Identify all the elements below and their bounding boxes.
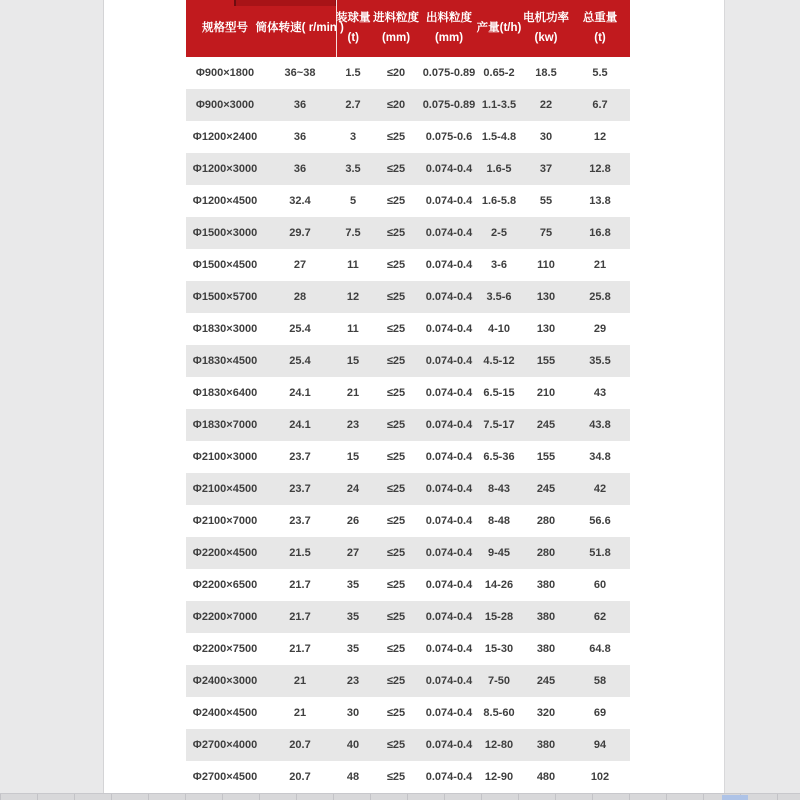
table-row — [186, 345, 630, 377]
table-cell: ≤25 — [386, 611, 406, 623]
table-cell: 0.074-0.4 — [425, 195, 473, 207]
table-cell: 320 — [536, 707, 556, 719]
table-cell: 26 — [346, 515, 360, 527]
table-cell: Φ1200×3000 — [192, 163, 258, 175]
table-cell: 20.7 — [289, 739, 311, 751]
table-cell: 25.4 — [289, 355, 311, 367]
table-cell: 18.5 — [535, 67, 557, 79]
table-body — [186, 57, 630, 793]
table-cell: 6.5-36 — [483, 451, 515, 463]
table-cell: 16.8 — [589, 227, 611, 239]
table-cell: 22 — [539, 99, 553, 111]
table-cell: 0.074-0.4 — [425, 547, 473, 559]
table-row — [186, 121, 630, 153]
table-cell: 35 — [346, 611, 360, 623]
table-cell: 15 — [346, 451, 360, 463]
table-cell: 35 — [346, 579, 360, 591]
table-cell: 130 — [536, 291, 556, 303]
table-cell: Φ2200×7500 — [192, 643, 258, 655]
table-row — [186, 185, 630, 217]
table-cell: ≤25 — [386, 771, 406, 783]
table-cell: Φ2200×4500 — [192, 547, 258, 559]
table-cell: ≤25 — [386, 739, 406, 751]
table-row — [186, 57, 630, 89]
table-cell: 0.074-0.4 — [425, 163, 473, 175]
bottom-grid-strip — [0, 793, 800, 800]
table-row — [186, 569, 630, 601]
table-cell: 0.074-0.4 — [425, 259, 473, 271]
table-cell: ≤25 — [386, 195, 406, 207]
table-cell: 21.7 — [289, 611, 311, 623]
table-cell: Φ1200×2400 — [192, 131, 258, 143]
table-cell: Φ2100×4500 — [192, 483, 258, 495]
table-cell: 94 — [593, 739, 607, 751]
table-cell: 5 — [349, 195, 357, 207]
table-cell: 4-10 — [487, 323, 511, 335]
table-cell: 8-48 — [487, 515, 511, 527]
table-row — [186, 409, 630, 441]
table-cell: Φ2100×3000 — [192, 451, 258, 463]
table-cell: 380 — [536, 611, 556, 623]
table-cell: 21 — [293, 707, 307, 719]
table-row — [186, 729, 630, 761]
table-cell: Φ2200×6500 — [192, 579, 258, 591]
table-cell: 3.5 — [345, 163, 361, 175]
table-cell: 36 — [293, 131, 307, 143]
table-cell: 7-50 — [487, 675, 511, 687]
table-cell: 15-30 — [484, 643, 514, 655]
table-row — [186, 377, 630, 409]
table-cell: ≤20 — [386, 67, 406, 79]
table-row — [186, 281, 630, 313]
table-cell: 0.074-0.4 — [425, 355, 473, 367]
table-cell: 9-45 — [487, 547, 511, 559]
table-row — [186, 313, 630, 345]
table-cell: 0.074-0.4 — [425, 451, 473, 463]
table-cell: 0.074-0.4 — [425, 579, 473, 591]
table-cell: 6.7 — [592, 99, 608, 111]
table-cell: 64.8 — [589, 643, 611, 655]
column-header — [522, 0, 570, 57]
table-cell: 0.074-0.4 — [425, 611, 473, 623]
table-cell: 155 — [536, 451, 556, 463]
table-cell: 7.5-17 — [483, 419, 515, 431]
table-cell: 0.65-2 — [483, 67, 515, 79]
table-cell: Φ1500×4500 — [192, 259, 258, 271]
table-row — [186, 537, 630, 569]
spec-table — [186, 0, 630, 793]
table-cell: 35 — [346, 643, 360, 655]
table-cell: 245 — [536, 419, 556, 431]
table-cell: 36 — [293, 99, 307, 111]
table-cell: ≤25 — [386, 163, 406, 175]
table-cell: 25.8 — [589, 291, 611, 303]
table-cell: 23.7 — [289, 515, 311, 527]
table-cell: 21.7 — [289, 643, 311, 655]
table-cell: ≤25 — [386, 227, 406, 239]
table-cell: 0.074-0.4 — [425, 227, 473, 239]
table-cell: 30 — [539, 131, 553, 143]
table-cell: Φ1200×4500 — [192, 195, 258, 207]
table-cell: 28 — [293, 291, 307, 303]
table-cell: Φ2700×4500 — [192, 771, 258, 783]
table-cell: 2-5 — [491, 227, 507, 239]
table-cell: 29 — [593, 323, 607, 335]
table-cell: 5.5 — [592, 67, 608, 79]
table-cell: 30 — [346, 707, 360, 719]
table-cell: 0.075-0.6 — [425, 131, 473, 143]
table-cell: ≤25 — [386, 707, 406, 719]
table-cell: 1.5 — [345, 67, 361, 79]
table-cell: 3-6 — [491, 259, 507, 271]
table-cell: ≤25 — [386, 483, 406, 495]
spec-table-container — [186, 0, 630, 793]
table-cell: 0.075-0.89 — [422, 99, 476, 111]
table-row — [186, 697, 630, 729]
table-cell: Φ1500×3000 — [192, 227, 258, 239]
table-cell: 15 — [346, 355, 360, 367]
table-cell: 0.074-0.4 — [425, 483, 473, 495]
table-cell: 35.5 — [589, 355, 611, 367]
table-cell: 12 — [346, 291, 360, 303]
table-row — [186, 633, 630, 665]
column-header-label: 筒体转速( r/min ) — [255, 21, 344, 34]
table-cell: 0.074-0.4 — [425, 291, 473, 303]
table-cell: ≤25 — [386, 419, 406, 431]
table-cell: 8.5-60 — [483, 707, 515, 719]
table-cell: 8-43 — [487, 483, 511, 495]
table-cell: 0.074-0.4 — [425, 387, 473, 399]
column-header-label: 总重量 — [582, 11, 618, 24]
table-header-row — [186, 0, 630, 57]
table-cell: 48 — [346, 771, 360, 783]
table-cell: ≤20 — [386, 99, 406, 111]
column-header-label: 出料粒度 — [426, 11, 472, 24]
table-cell: 60 — [593, 579, 607, 591]
table-cell: Φ900×3000 — [195, 99, 255, 111]
table-cell: Φ1500×5700 — [192, 291, 258, 303]
column-header-label: 规格型号 — [202, 21, 248, 34]
column-header — [370, 0, 422, 57]
table-cell: 24.1 — [289, 387, 311, 399]
table-cell: 7.5 — [345, 227, 361, 239]
column-header-label: 装球量 — [336, 11, 371, 24]
table-cell: 27 — [293, 259, 307, 271]
table-cell: 380 — [536, 739, 556, 751]
column-header — [422, 0, 476, 57]
table-row — [186, 249, 630, 281]
table-cell: 130 — [536, 323, 556, 335]
table-cell: 380 — [536, 579, 556, 591]
table-cell: 23 — [346, 675, 360, 687]
table-cell: 36 — [293, 163, 307, 175]
table-cell: 15-28 — [484, 611, 514, 623]
table-cell: 29.7 — [289, 227, 311, 239]
table-cell: Φ2100×7000 — [192, 515, 258, 527]
table-cell: 42 — [593, 483, 607, 495]
table-cell: Φ2400×4500 — [192, 707, 258, 719]
table-cell: 0.074-0.4 — [425, 643, 473, 655]
table-cell: 56.6 — [589, 515, 611, 527]
table-row — [186, 89, 630, 121]
table-cell: 380 — [536, 643, 556, 655]
table-row — [186, 153, 630, 185]
table-cell: Φ1830×7000 — [192, 419, 258, 431]
table-cell: 21 — [346, 387, 360, 399]
table-cell: 21 — [293, 675, 307, 687]
table-cell: 2.7 — [345, 99, 361, 111]
table-cell: ≤25 — [386, 131, 406, 143]
table-cell: 0.074-0.4 — [425, 707, 473, 719]
table-cell: 23 — [346, 419, 360, 431]
table-cell: 43.8 — [589, 419, 611, 431]
column-header-unit: (mm) — [434, 32, 464, 44]
table-row — [186, 761, 630, 793]
table-row — [186, 505, 630, 537]
table-cell: 3.5-6 — [486, 291, 512, 303]
table-row — [186, 217, 630, 249]
table-cell: 12-90 — [484, 771, 514, 783]
table-cell: ≤25 — [386, 643, 406, 655]
table-row — [186, 473, 630, 505]
table-cell: ≤25 — [386, 515, 406, 527]
table-cell: 245 — [536, 675, 556, 687]
column-header-unit: (kw) — [534, 32, 558, 44]
table-cell: 24 — [346, 483, 360, 495]
table-cell: 21.7 — [289, 579, 311, 591]
table-cell: 12.8 — [589, 163, 611, 175]
table-cell: 0.074-0.4 — [425, 515, 473, 527]
table-cell: 4.5-12 — [483, 355, 515, 367]
table-cell: 280 — [536, 515, 556, 527]
column-header-unit: (t) — [594, 32, 606, 44]
table-cell: Φ1830×4500 — [192, 355, 258, 367]
table-cell: 0.074-0.4 — [425, 739, 473, 751]
column-header-unit: (t) — [347, 32, 359, 44]
column-header-label: 进料粒度 — [373, 11, 419, 24]
table-cell: ≤25 — [386, 675, 406, 687]
table-row — [186, 601, 630, 633]
table-cell: 32.4 — [289, 195, 311, 207]
table-cell: 3 — [349, 131, 357, 143]
column-header-label: 产量(t/h) — [476, 21, 522, 34]
column-header-unit: (mm) — [381, 32, 411, 44]
table-header — [186, 0, 630, 57]
table-cell: ≤25 — [386, 355, 406, 367]
table-cell: Φ1830×3000 — [192, 323, 258, 335]
table-cell: 110 — [537, 259, 555, 271]
table-cell: 58 — [593, 675, 607, 687]
table-cell: 0.074-0.4 — [425, 675, 473, 687]
column-header — [255, 0, 344, 57]
table-cell: Φ2200×7000 — [192, 611, 258, 623]
table-cell: ≤25 — [386, 547, 406, 559]
table-cell: 40 — [346, 739, 360, 751]
table-cell: 12 — [593, 131, 607, 143]
table-cell: 21.5 — [289, 547, 311, 559]
table-cell: ≤25 — [386, 579, 406, 591]
table-cell: ≤25 — [386, 291, 406, 303]
table-cell: 25.4 — [289, 323, 311, 335]
table-cell: 1.5-4.8 — [481, 131, 517, 143]
table-cell: ≤25 — [386, 323, 406, 335]
table-cell: 0.074-0.4 — [425, 771, 473, 783]
table-cell: ≤25 — [386, 259, 406, 271]
table-cell: 20.7 — [289, 771, 311, 783]
column-header — [570, 0, 630, 57]
table-cell: ≤25 — [386, 387, 406, 399]
table-cell: 0.074-0.4 — [425, 323, 473, 335]
table-cell: 24.1 — [289, 419, 311, 431]
table-cell: ≤25 — [386, 451, 406, 463]
table-cell: 480 — [536, 771, 556, 783]
table-cell: 75 — [539, 227, 553, 239]
table-cell: 1.6-5 — [486, 163, 512, 175]
table-cell: 13.8 — [589, 195, 611, 207]
table-cell: 37 — [539, 163, 553, 175]
table-cell: 51.8 — [589, 547, 611, 559]
table-cell: 34.8 — [589, 451, 611, 463]
table-cell: Φ2700×4000 — [192, 739, 258, 751]
table-cell: 23.7 — [289, 451, 311, 463]
table-cell: 102 — [590, 771, 610, 783]
table-cell: 43 — [593, 387, 607, 399]
table-cell: 1.1-3.5 — [481, 99, 517, 111]
table-cell: Φ1830×6400 — [192, 387, 258, 399]
table-cell: 280 — [536, 547, 556, 559]
table-cell: 55 — [539, 195, 553, 207]
table-cell: 0.075-0.89 — [422, 67, 476, 79]
column-header-label: 电机功率 — [523, 11, 569, 24]
table-cell: 210 — [536, 387, 556, 399]
table-cell: 14-26 — [484, 579, 514, 591]
header-top-notch — [234, 0, 336, 6]
table-cell: 12-80 — [484, 739, 514, 751]
table-cell: 36~38 — [284, 67, 316, 79]
table-cell: 245 — [536, 483, 556, 495]
table-cell: 62 — [593, 611, 607, 623]
horizontal-scrollbar-thumb[interactable] — [722, 795, 748, 800]
table-cell: Φ900×1800 — [195, 67, 255, 79]
table-cell: 155 — [536, 355, 556, 367]
table-cell: 11 — [347, 323, 359, 335]
table-row — [186, 665, 630, 697]
table-cell: 1.6-5.8 — [481, 195, 517, 207]
column-header — [476, 0, 522, 57]
table-cell: 0.074-0.4 — [425, 419, 473, 431]
table-cell: Φ2400×3000 — [192, 675, 258, 687]
document-page — [103, 0, 725, 793]
table-cell: 69 — [593, 707, 607, 719]
table-row — [186, 441, 630, 473]
column-header — [186, 0, 264, 57]
table-cell: 21 — [593, 259, 607, 271]
table-cell: 6.5-15 — [483, 387, 515, 399]
table-cell: 27 — [346, 547, 360, 559]
table-cell: 23.7 — [289, 483, 311, 495]
table-cell: 11 — [347, 259, 359, 271]
